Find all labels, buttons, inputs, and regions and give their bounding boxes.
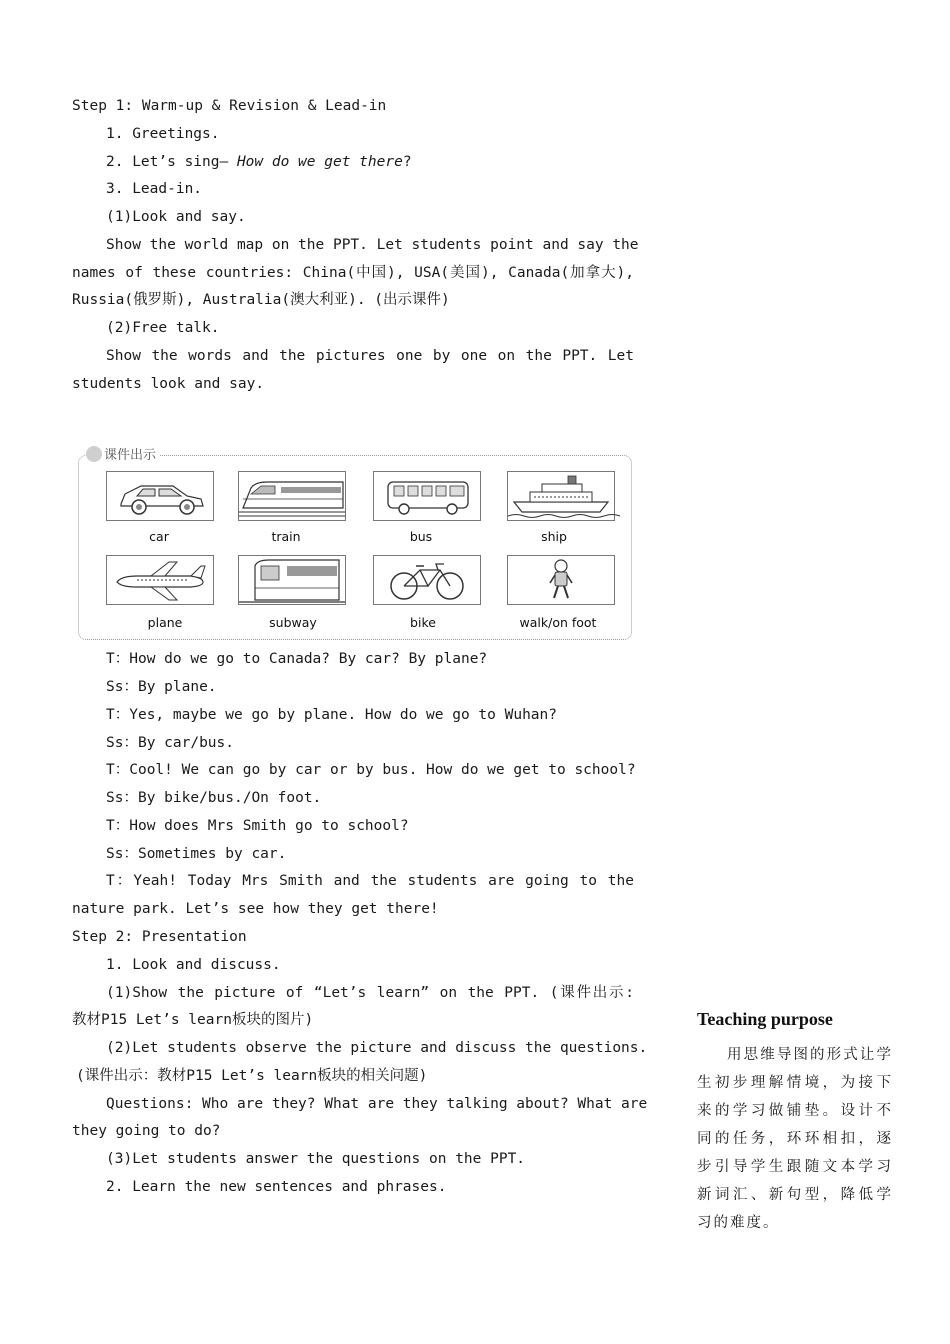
dialogue-line: Ss：By plane. xyxy=(106,679,217,695)
courseware-tag xyxy=(86,444,160,463)
label-walk: walk/on foot xyxy=(519,615,597,630)
sing-suffix: ? xyxy=(402,154,412,170)
card-train xyxy=(238,471,346,521)
label-ship: ship xyxy=(541,529,567,544)
card-bus xyxy=(373,471,481,521)
step2-heading: Step 2: Presentation xyxy=(72,929,247,945)
walking-boy-icon xyxy=(508,556,614,604)
step1-para2-line1: Show the words and the pictures one by one on the PPT. Let xyxy=(106,348,634,364)
label-bike: bike xyxy=(410,615,436,630)
dialogue-last-line1: T：Yeah! Today Mrs Smith and the students are going to the xyxy=(106,873,634,889)
dialogue-line: T：Yes, maybe we go by plane. How do we go to Wuhan? xyxy=(106,707,557,723)
step1-item-sing xyxy=(106,153,412,171)
step2-sub2-line1: (2)Let students observe the picture and discuss the questions. xyxy=(106,1040,648,1056)
step2-sub2-line2: (课件出示：教材P15 Let’s learn板块的相关问题) xyxy=(76,1068,428,1084)
step2-item-look-discuss: 1. Look and discuss. xyxy=(106,957,281,973)
card-walk xyxy=(507,555,615,605)
teaching-purpose-body: 用思维导图的形式让学生初步理解情境，为接下来的学习做铺垫。设计不同的任务，环环相扣，逐步引导学生跟随文本学习新词汇、新句型，降低学习的难度。 xyxy=(697,1047,893,1231)
ship-icon xyxy=(508,472,614,520)
card-ship xyxy=(507,471,615,521)
card-car xyxy=(106,471,214,521)
label-plane: plane xyxy=(147,615,183,630)
step2-sub1-line1: (1)Show the picture of “Let’s learn” on the PPT. (课件出示: xyxy=(106,985,634,1001)
train-icon xyxy=(239,472,345,520)
step2-questions-line2: they going to do? xyxy=(72,1123,221,1139)
car-icon xyxy=(107,472,213,520)
step1-sub-free-talk: (2)Free talk. xyxy=(106,320,220,336)
card-plane xyxy=(106,555,214,605)
courseware-tag-label: 课件出示 xyxy=(104,448,157,463)
dialogue-line: T：How do we go to Canada? By car? By plane? xyxy=(106,651,488,667)
sing-prefix: 2. Let’s sing— xyxy=(106,154,237,170)
dialogue-line: Ss：Sometimes by car. xyxy=(106,846,287,862)
dialogue-line: Ss：By bike/bus./On foot. xyxy=(106,790,322,806)
step1-item-leadin: 3. Lead-in. xyxy=(106,181,203,197)
teaching-purpose-title: Teaching purpose xyxy=(697,1009,833,1029)
step2-item-learn: 2. Learn the new sentences and phrases. xyxy=(106,1179,447,1195)
step1-para1-line3: Russia(俄罗斯), Australia(澳大利亚). (出示课件) xyxy=(72,292,450,308)
plane-icon xyxy=(107,556,213,604)
card-bike xyxy=(373,555,481,605)
step2-sub1-line2: 教材P15 Let’s learn板块的图片) xyxy=(72,1012,314,1028)
step1-sub-look-and-say: (1)Look and say. xyxy=(106,209,246,225)
label-bus: bus xyxy=(409,529,433,544)
step2-questions-line1: Questions: Who are they? What are they talking about? What are xyxy=(106,1096,648,1112)
label-train: train xyxy=(271,529,301,544)
bus-icon xyxy=(374,472,480,520)
step1-para2-line2: students look and say. xyxy=(72,376,265,392)
step1-item-greetings: 1. Greetings. xyxy=(106,126,220,142)
dialogue-line: T：Cool! We can go by car or by bus. How do we get to school? xyxy=(106,762,636,778)
dialogue-line: T：How does Mrs Smith go to school? xyxy=(106,818,409,834)
step1-heading: Step 1: Warm-up & Revision & Lead-in xyxy=(72,98,387,114)
dialogue-last-line2: nature park. Let’s see how they get there! xyxy=(72,901,439,917)
step1-para1-line2: names of these countries: China(中国), USA(美国), Canada(加拿大), xyxy=(72,265,634,281)
label-subway: subway xyxy=(269,615,317,630)
bike-icon xyxy=(374,556,480,604)
dialogue-line: Ss：By car/bus. xyxy=(106,735,234,751)
song-title: How do we get there xyxy=(236,154,403,170)
card-subway xyxy=(238,555,346,605)
step1-para1-line1: Show the world map on the PPT. Let students point and say the xyxy=(106,237,639,253)
step2-sub3: (3)Let students answer the questions on the PPT. xyxy=(106,1151,526,1167)
subway-icon xyxy=(239,556,345,604)
tag-dot-icon xyxy=(86,446,102,462)
label-car: car xyxy=(149,529,169,544)
